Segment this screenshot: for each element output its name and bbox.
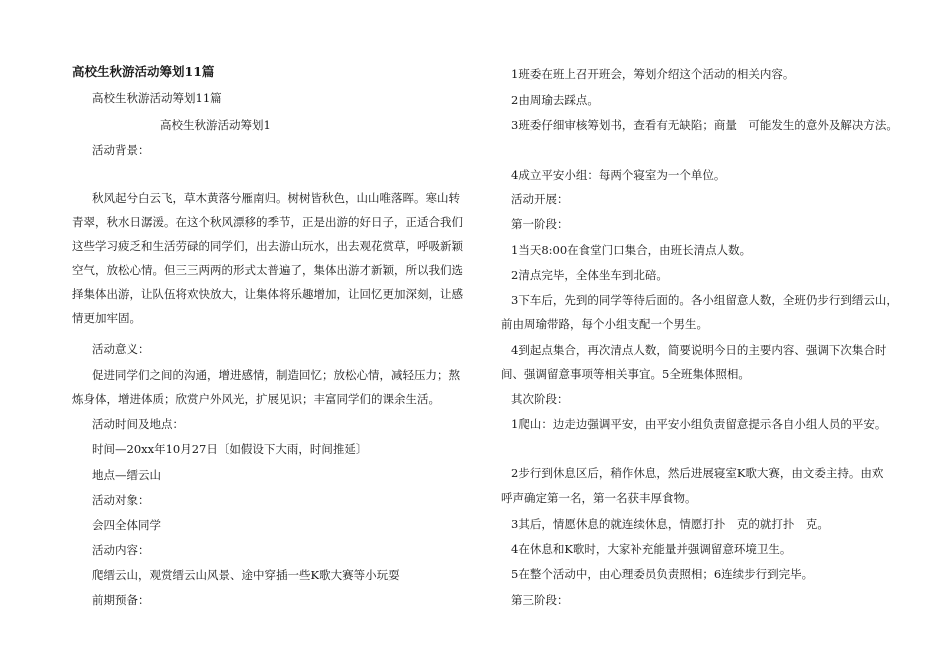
document-subtitle: 高校生秋游活动筹划11篇 (92, 91, 222, 105)
content-value: 爬缙云山，观赏缙云山风景、途中穿插一些K歌大赛等小玩耍 (92, 568, 400, 582)
paragraph-line: 2由周瑜去踩点。 (511, 93, 599, 107)
paragraph-line: 炼身体，增进体质；欣赏户外风光，扩展见识；丰富同学们的课余生活。 (72, 392, 440, 406)
paragraph-line: 间、强调留意事项等相关事宜。5全班集体照相。 (501, 367, 750, 381)
section-heading: 其次阶段： (511, 392, 569, 406)
paragraph-line: 1班委在班上召开班会，筹划介绍这个活动的相关内容。 (511, 67, 795, 81)
paragraph-line: 前由周瑜带路，每个小组支配一个男生。 (501, 317, 708, 331)
paragraph-line: 秋风起兮白云飞，草木黄落兮雁南归。树树皆秋色，山山唯落晖。寒山转 (92, 191, 460, 205)
paragraph-line: 促进同学们之间的沟通，增进感情，制造回忆；放松心情，减轻压力；熬 (92, 368, 460, 382)
document-title: 高校生秋游活动筹划11篇 (72, 64, 215, 79)
event-place: 地点—缙云山 (92, 468, 161, 482)
section-heading: 活动开展： (511, 192, 569, 206)
paragraph-line: 4成立平安小组：每两个寝室为一个单位。 (511, 168, 726, 182)
section-heading: 第三阶段： (511, 593, 569, 607)
paragraph-line: 青翠，秋水日潺湲。在这个秋风漂移的季节，正是出游的好日子，正适合我们 (72, 215, 463, 229)
section-heading: 第一阶段： (511, 217, 569, 231)
paragraph-line: 择集体出游，让队伍将欢快放大，让集体将乐趣增加，让回忆更加深刻，让感 (72, 287, 463, 301)
paragraph-line: 3其后，情愿休息的就连续休息，情愿打扑 克的就打扑 克。 (511, 517, 829, 531)
paragraph-line: 空气，放松心情。但三三两两的形式太普遍了，集体出游才新颖，所以我们选 (72, 263, 463, 277)
paragraph-line: 3下车后，先到的同学等待后面的。各小组留意人数，全班仍步行到缙云山， (511, 293, 898, 307)
audience-label: 活动对象： (92, 493, 150, 507)
time-place-label: 活动时间及地点： (92, 417, 184, 431)
prep-label: 前期预备： (92, 593, 150, 607)
background-label: 活动背景： (92, 143, 150, 157)
paragraph-line: 情更加牢固。 (72, 311, 141, 325)
paragraph-line: 4在休息和K歌时，大家补充能量并强调留意环境卫生。 (511, 542, 792, 556)
paragraph-line: 这些学习疲乏和生活劳碌的同学们，出去游山玩水，出去观花赏草，呼吸新颖 (72, 239, 463, 253)
paragraph-line: 3班委仔细审核筹划书，查看有无缺陷；商量 可能发生的意外及解决方法。 (511, 118, 898, 132)
paragraph-line: 1当天8:00在食堂门口集合，由班长清点人数。 (511, 243, 752, 257)
paragraph-line: 呼声确定第一名，第一名获丰厚食物。 (501, 491, 697, 505)
audience-value: 会四全体同学 (92, 518, 161, 532)
event-time: 时间—20xx年10月27日〔如假设下大雨，时间推延〕 (92, 442, 368, 456)
paragraph-line: 5在整个活动中，由心理委员负责照相；6连续步行到完毕。 (511, 567, 814, 581)
paragraph-line: 1爬山：边走边强调平安，由平安小组负责留意提示各自小组人员的平安。 (511, 417, 887, 431)
content-label: 活动内容： (92, 543, 150, 557)
meaning-label: 活动意义： (92, 342, 150, 356)
paragraph-line: 2清点完毕，全体坐车到北碚。 (511, 268, 668, 282)
paragraph-line: 4到起点集合，再次清点人数，简要说明今日的主要内容、强调下次集合时 (511, 343, 887, 357)
section-title: 高校生秋游活动筹划1 (160, 118, 271, 132)
paragraph-line: 2步行到休息区后，稍作休息，然后进展寝室K歌大赛，由文委主持。由欢 (511, 466, 884, 480)
